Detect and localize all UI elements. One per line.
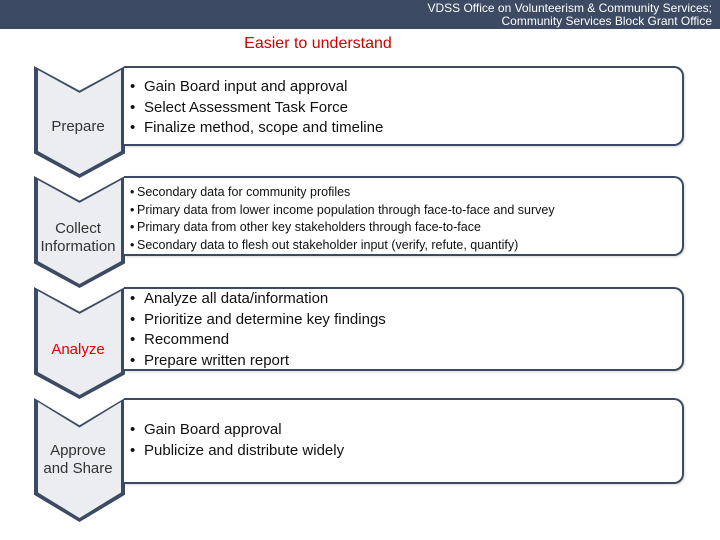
header-line-2: Community Services Block Grant Office	[501, 14, 712, 28]
box-analyze	[124, 287, 684, 371]
list-item: • Prepare written report	[130, 351, 290, 369]
list-item: • Gain Board input and approval	[130, 78, 348, 95]
list-item: • Gain Board approval	[130, 421, 282, 438]
header-text	[292, 2, 712, 28]
step-label-collect-information: Collect Information	[40, 220, 116, 255]
list-item: • Primary data from other key stakeholders through face-to-face	[130, 220, 481, 234]
header-bar	[0, 0, 720, 29]
list-item: • Recommend	[130, 331, 230, 348]
box-collect-information	[124, 176, 684, 256]
slide-title: Easier to understand	[244, 35, 392, 52]
list-item: • Primary data from lower income population through face-to-face and survey	[130, 202, 555, 217]
step-label-prepare: Prepare	[51, 118, 105, 135]
bullet-list-collect-information	[130, 184, 676, 254]
box-approve-and-share	[124, 398, 684, 484]
step-label-approve-and-share: Approve and Share	[43, 442, 113, 477]
step-label-analyze: Analyze	[51, 341, 105, 358]
bullet-list-analyze	[130, 289, 676, 371]
box-prepare	[124, 66, 684, 146]
header-line-1: VDSS Office on Volunteerism & Community Services;	[427, 1, 712, 15]
bullet-list-prepare	[130, 77, 676, 139]
bullet-list-approve-and-share	[130, 420, 676, 461]
list-item: • Analyze all data/information	[130, 290, 329, 307]
list-item: • Secondary data to flesh out stakeholder input (verify, refute, quantify)	[130, 237, 519, 252]
list-item: • Publicize and distribute widely	[130, 441, 345, 459]
list-item: • Select Assessment Task Force	[130, 98, 348, 116]
list-item: • Finalize method, scope and timeline	[130, 119, 384, 136]
list-item: • Prioritize and determine key findings	[130, 310, 386, 328]
list-item: • Secondary data for community profiles	[130, 185, 351, 199]
